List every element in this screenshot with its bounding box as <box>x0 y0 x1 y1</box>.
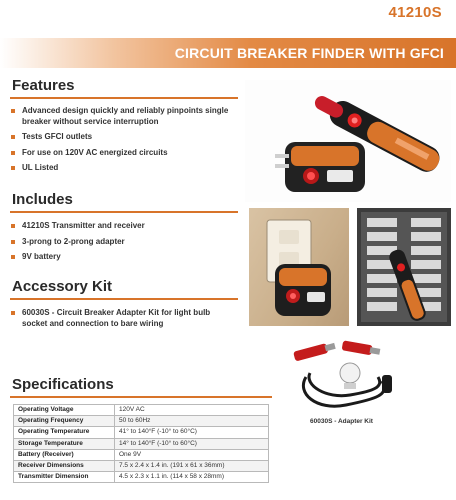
table-row <box>14 427 269 438</box>
breaker-panel-illustration <box>357 208 451 326</box>
spec-value: 120V AC <box>115 405 269 416</box>
table-row <box>14 472 269 483</box>
includes-heading: Includes <box>12 191 73 208</box>
list-item: Advanced design quickly and reliably pinpoints single breaker without service interruption <box>10 106 232 127</box>
specifications-heading: Specifications <box>12 376 114 393</box>
table-row <box>14 416 269 427</box>
spec-value: 4.5 x 2.3 x 1.1 in. (114 x 58 x 28mm) <box>115 472 269 483</box>
title-banner <box>0 38 456 68</box>
model-number: 41210S <box>388 4 442 21</box>
spec-label: Operating Voltage <box>14 405 115 416</box>
accessory-rule <box>10 298 238 300</box>
spec-label: Battery (Receiver) <box>14 449 115 460</box>
accessory-heading: Accessory Kit <box>12 278 113 295</box>
product-photo-panel <box>357 208 451 326</box>
table-row <box>14 438 269 449</box>
includes-list <box>10 221 232 268</box>
product-photo-kit <box>245 80 451 202</box>
features-heading: Features <box>12 77 75 94</box>
spec-value: 50 to 60Hz <box>115 416 269 427</box>
list-item: 9V battery <box>10 252 232 263</box>
list-item: For use on 120V AC energized circuits <box>10 148 232 159</box>
list-item: 3-prong to 2-prong adapter <box>10 237 232 248</box>
spec-value: One 9V <box>115 449 269 460</box>
specifications-table <box>13 404 269 483</box>
list-item: UL Listed <box>10 163 232 174</box>
spec-value: 7.5 x 2.4 x 1.4 in. (191 x 61 x 36mm) <box>115 460 269 471</box>
list-item: 41210S Transmitter and receiver <box>10 221 232 232</box>
spec-label: Storage Temperature <box>14 438 115 449</box>
specifications-rule <box>10 396 272 398</box>
product-photo-adapter-kit <box>286 333 404 417</box>
adapter-kit-illustration <box>286 333 404 417</box>
page-title: CIRCUIT BREAKER FINDER WITH GFCI <box>174 45 444 61</box>
list-item: Tests GFCI outlets <box>10 132 232 143</box>
includes-rule <box>10 211 238 213</box>
features-list <box>10 106 232 179</box>
table-row <box>14 405 269 416</box>
table-row <box>14 460 269 471</box>
list-item: 60030S - Circuit Breaker Adapter Kit for light bulb socket and connection to bare wiring <box>10 308 232 329</box>
spec-value: 14° to 140°F (-10° to 60°C) <box>115 438 269 449</box>
product-photo-outlet <box>249 208 349 326</box>
features-rule <box>10 97 238 99</box>
spec-label: Receiver Dimensions <box>14 460 115 471</box>
spec-label: Operating Frequency <box>14 416 115 427</box>
outlet-illustration <box>249 208 349 326</box>
spec-label: Transmitter Dimension <box>14 472 115 483</box>
spec-value: 41° to 140°F (-10° to 60°C) <box>115 427 269 438</box>
accessory-list <box>10 308 232 334</box>
receiver-transmitter-illustration <box>245 80 451 202</box>
table-row <box>14 449 269 460</box>
spec-label: Operating Temperature <box>14 427 115 438</box>
adapter-kit-caption: 60030S - Adapter Kit <box>310 418 373 425</box>
